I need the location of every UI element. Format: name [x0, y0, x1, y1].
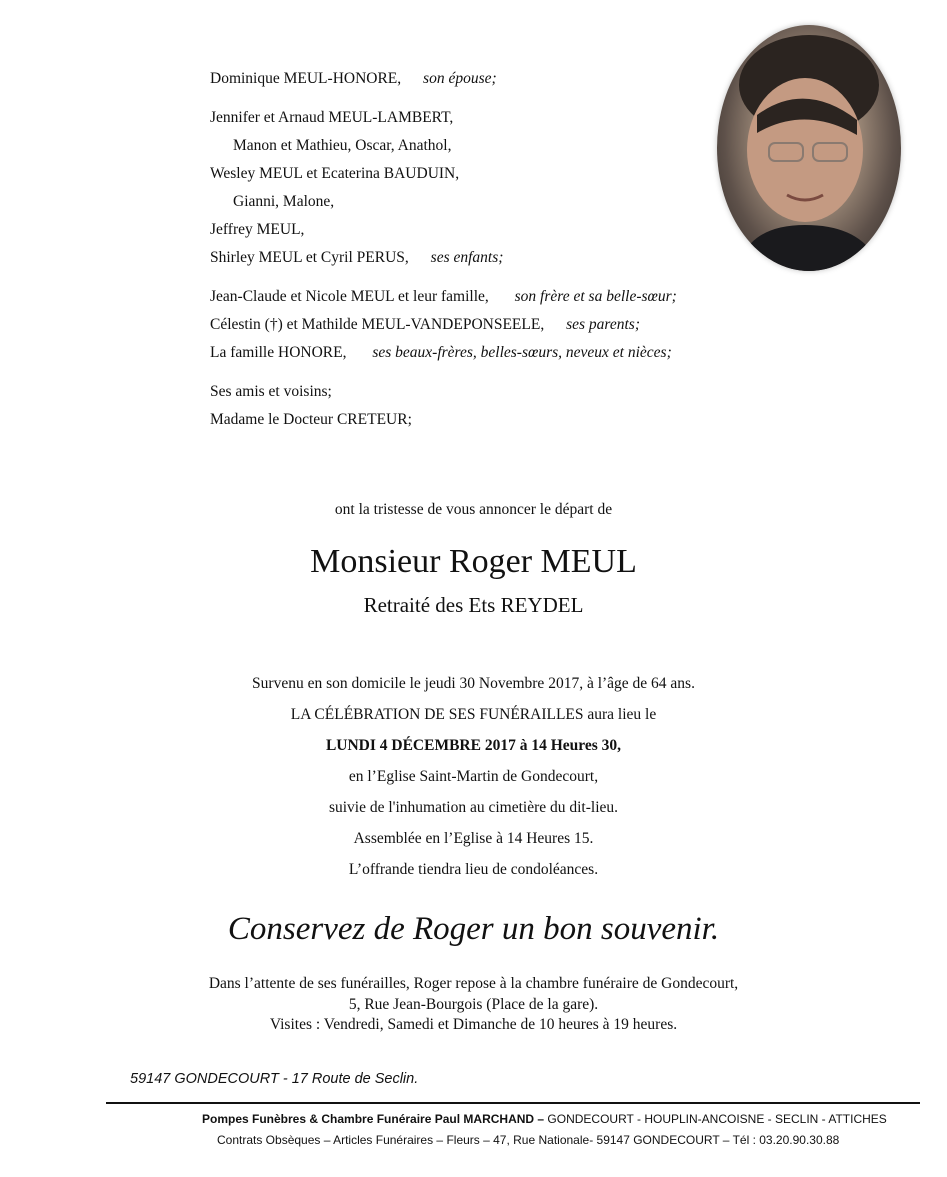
- announcement-text: ont la tristesse de vous annoncer le départ de: [334, 501, 613, 518]
- detail-line: LA CÉLÉBRATION DE SES FUNÉRAILLES aura lieu le: [290, 706, 657, 723]
- parents-line: [210, 316, 640, 334]
- footer-services: Contrats Obsèques – Articles Funéraires – Fleurs – 47, Rue Nationale- 59147 GONDECOURT – Tél : 03.20.90.30.88: [217, 1133, 840, 1147]
- deceased-occupation: Retraité des Ets REYDEL: [363, 593, 584, 617]
- child-line: Wesley MEUL et Ecaterina BAUDUIN,: [210, 165, 460, 182]
- child-line: Jennifer et Arnaud MEUL-LAMBERT,: [210, 109, 454, 126]
- child-name: Shirley MEUL et Cyril PERUS,: [210, 249, 409, 266]
- parents-relation: ses parents;: [566, 316, 640, 333]
- grandchild-line: Gianni, Malone,: [233, 193, 335, 210]
- siblings-relation: son frère et sa belle-sœur;: [514, 288, 677, 305]
- funeral-date: LUNDI 4 DÉCEMBRE 2017 à 14 Heures 30,: [325, 737, 622, 754]
- address-line: 59147 GONDECOURT - 17 Route de Seclin.: [130, 1071, 419, 1087]
- child-line: Jeffrey MEUL,: [210, 221, 305, 238]
- spouse-relation: son épouse;: [423, 70, 497, 87]
- footer-divider: [106, 1102, 920, 1104]
- footer-company-line: [202, 1112, 887, 1126]
- visitation-line: Dans l’attente de ses funérailles, Roger repose à la chambre funéraire de Gondecourt,: [208, 975, 739, 992]
- grandchild-line: Manon et Mathieu, Oscar, Anathol,: [233, 137, 452, 154]
- visitation-line: Visites : Vendredi, Samedi et Dimanche de 10 heures à 19 heures.: [269, 1016, 678, 1033]
- children-relation: ses enfants;: [430, 249, 504, 266]
- parents-name: Célestin (†) et Mathilde MEUL-VANDEPONSEELE,: [210, 316, 545, 333]
- detail-line: Assemblée en l’Eglise à 14 Heures 15.: [353, 830, 594, 847]
- footer-company: Pompes Funèbres & Chambre Funéraire Paul MARCHAND –: [202, 1112, 545, 1126]
- detail-line: en l’Eglise Saint-Martin de Gondecourt,: [348, 768, 599, 785]
- children-last-line: [210, 249, 503, 267]
- siblings-name: Jean-Claude et Nicole MEUL et leur famille,: [210, 288, 489, 305]
- inlaws-line: [210, 344, 672, 362]
- portrait-photo: [717, 25, 901, 271]
- doctor-line: Madame le Docteur CRETEUR;: [210, 411, 412, 428]
- footer-locations: GONDECOURT - HOUPLIN-ANCOISNE - SECLIN - ATTICHES: [547, 1112, 887, 1126]
- inlaws-relation: ses beaux-frères, belles-sœurs, neveux et nièces;: [372, 344, 672, 361]
- family-spouse: [210, 70, 497, 88]
- memory-phrase: Conservez de Roger un bon souvenir.: [227, 911, 720, 947]
- deceased-name: Monsieur Roger MEUL: [310, 543, 637, 580]
- detail-line: L’offrande tiendra lieu de condoléances.: [348, 861, 599, 878]
- detail-line: suivie de l'inhumation au cimetière du dit-lieu.: [328, 799, 619, 816]
- detail-line: Survenu en son domicile le jeudi 30 Novembre 2017, à l’âge de 64 ans.: [252, 675, 695, 692]
- inlaws-name: La famille HONORE,: [210, 344, 347, 361]
- siblings-line: [210, 288, 677, 306]
- visitation-line: 5, Rue Jean-Bourgois (Place de la gare).: [348, 996, 599, 1013]
- portrait-illustration: [717, 25, 901, 271]
- friends-line: Ses amis et voisins;: [210, 383, 332, 400]
- spouse-name: Dominique MEUL-HONORE,: [210, 70, 402, 87]
